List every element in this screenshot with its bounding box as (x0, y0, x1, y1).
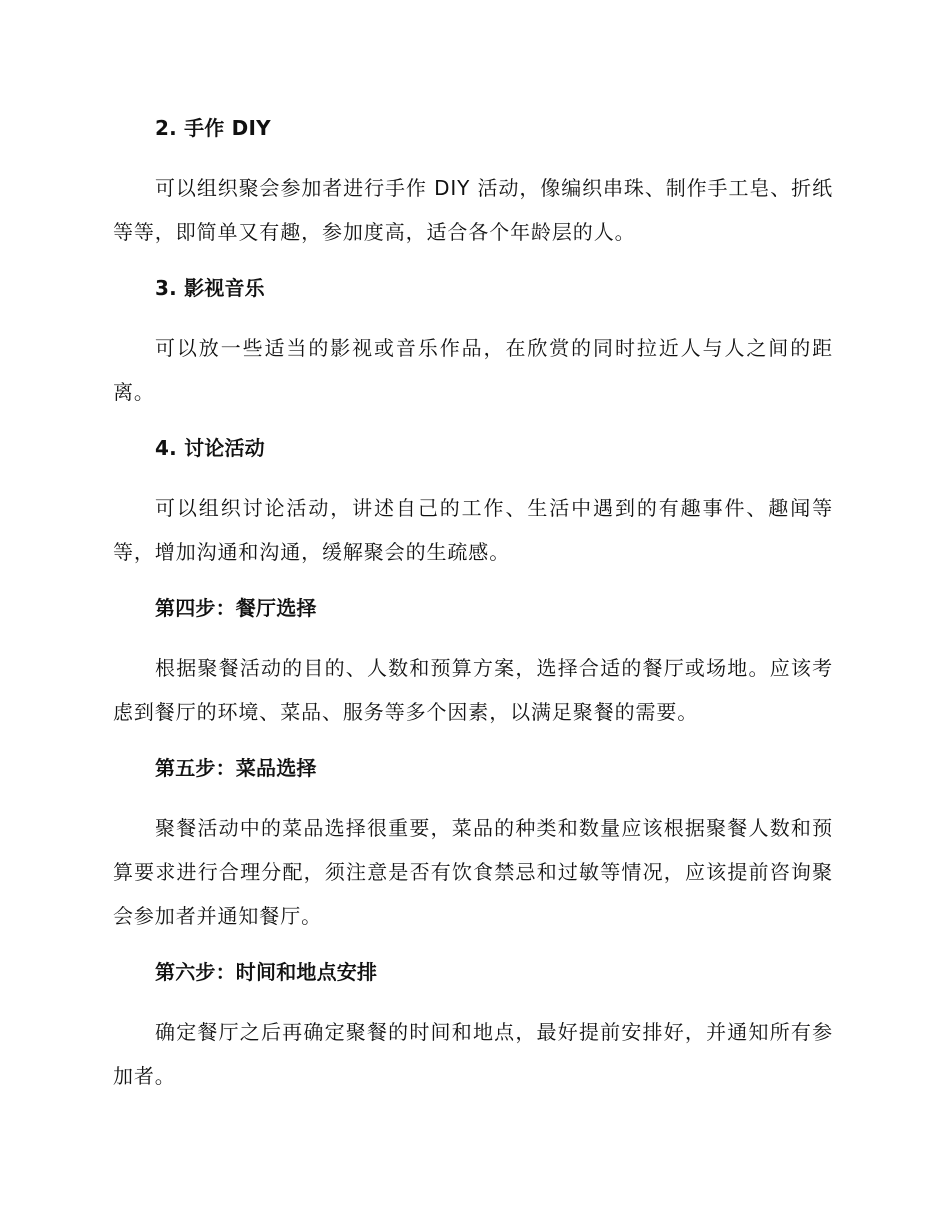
section-body-discussion: 可以组织讨论活动，讲述自己的工作、生活中遇到的有趣事件、趣闻等等，增加沟通和沟通，缓解聚会的生疏感。 (113, 496, 833, 564)
section-heading-discussion: 4. 讨论活动 (155, 436, 265, 460)
section-body-step-four: 根据聚餐活动的目的、人数和预算方案，选择合适的餐厅或场地。应该考虑到餐厅的环境、菜品、服务等多个因素，以满足聚餐的需要。 (113, 656, 833, 724)
section-body-step-five: 聚餐活动中的菜品选择很重要，菜品的种类和数量应该根据聚餐人数和预算要求进行合理分配，须注意是否有饮食禁忌和过敏等情况，应该提前咨询聚会参加者并通知餐厅。 (113, 816, 833, 928)
section-body-film-music: 可以放一些适当的影视或音乐作品，在欣赏的同时拉近人与人之间的距离。 (113, 336, 833, 404)
section-body-handmade-diy: 可以组织聚会参加者进行手作 DIY 活动，像编织串珠、制作手工皂、折纸等等，即简单又有趣，参加度高，适合各个年龄层的人。 (113, 176, 833, 244)
section-heading-step-five: 第五步：菜品选择 (155, 756, 317, 780)
section-heading-step-four: 第四步：餐厅选择 (155, 596, 317, 620)
document-content (113, 108, 833, 1098)
section-heading-film-music: 3. 影视音乐 (155, 276, 265, 300)
section-heading-handmade-diy: 2. 手作 DIY (155, 116, 271, 140)
section-heading-step-six: 第六步：时间和地点安排 (155, 960, 378, 984)
section-body-step-six: 确定餐厅之后再确定聚餐的时间和地点，最好提前安排好，并通知所有参加者。 (113, 1020, 833, 1088)
